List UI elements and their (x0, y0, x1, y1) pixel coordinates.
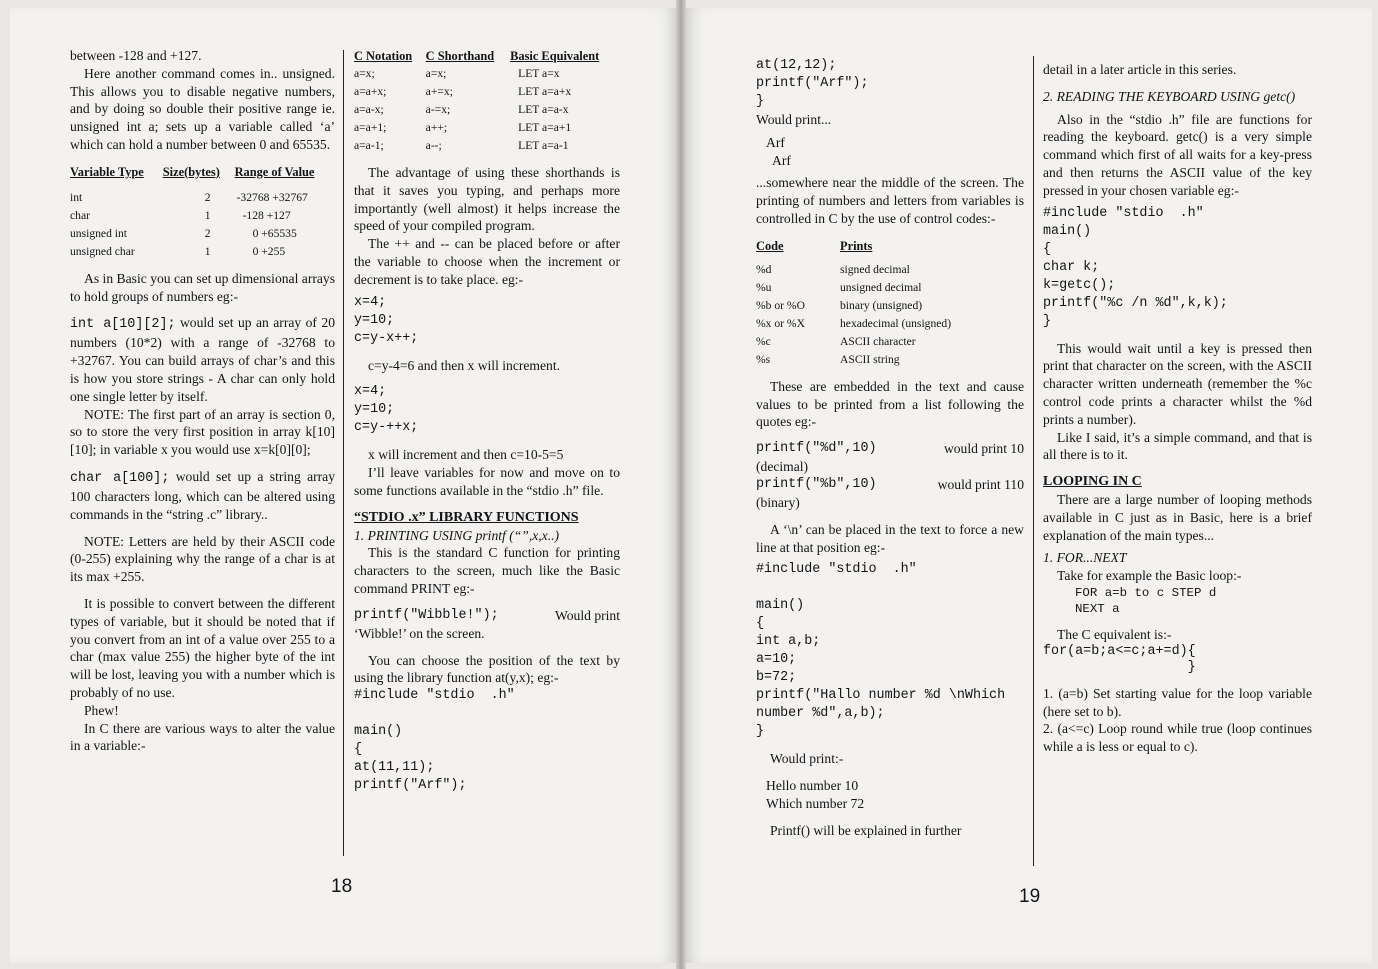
paragraph: Printf() will be explained in further (770, 822, 962, 838)
table-row (70, 207, 335, 225)
paragraph: Here another command comes in.. unsigned. This allows you to disable negative numbers, and by doing so double their positive range ie. unsigned int a; sets up a variable called ‘a’ which can hold a number between 0 and 65535. (70, 65, 335, 152)
paragraph: Like I said, it’s a simple command, and that is all there is to it. (1043, 429, 1312, 463)
book-gutter (676, 0, 686, 969)
paragraph: These are embedded in the text and cause values to be printed from a list following the quotes eg:- (756, 378, 1024, 430)
paragraph: (binary) (756, 494, 800, 510)
table-row (354, 65, 620, 83)
code-snippet: printf("%b",10) (756, 476, 877, 492)
paragraph: A ‘\n’ can be placed in the text to force a new line at that position eg:- (756, 521, 1024, 555)
table-cell: a-=x; (425, 103, 451, 116)
inline-text: would print 110 (937, 476, 1024, 492)
paragraph: (decimal) (756, 459, 809, 475)
control-codes-table (756, 237, 951, 369)
table-row (70, 243, 335, 261)
table-header: C Shorthand (425, 49, 495, 63)
inline-text: would set up a string array 100 characters long, which can be altered using commands in the “string .c” library.. (70, 468, 335, 522)
table-cell: a=x; (425, 67, 447, 80)
paragraph: Also in the “stdio .h” file are functions for reading the keyboard. getc() is a very simple command which first of all waits for a key-press and then returns the ASCII value of the key pressed in your chosen variable eg:- (1043, 111, 1312, 198)
section-heading: LOOPING IN C (1043, 474, 1142, 490)
paragraph: I’ll leave variables for now and move on to some functions available in the “stdio .h” file. (354, 465, 620, 498)
output-text: Arf Arf (766, 134, 791, 168)
paragraph: between -128 and +127. (70, 48, 202, 63)
code-block: #include "stdio .h" main() { char k; k=getc(); printf("%c /n %d",k,k); } (1043, 205, 1228, 329)
paragraph: It is possible to convert between the different types of variable, but it should be noted that if you convert from an int of a value over 255 to a char (max value 255) the higher byte of the int will be lost, leaving you with a number which is probably of no use. (70, 595, 335, 700)
table-header: C Notation (354, 49, 413, 63)
right-column-1 (756, 57, 1024, 840)
table-cell: %b or %O (756, 298, 805, 312)
paragraph (70, 314, 335, 405)
table-cell: 2 (204, 190, 211, 204)
right-column-2 (1043, 61, 1312, 756)
list-item: 1. (a=b) Set starting value for the loop variable (here set to b). (1043, 685, 1312, 719)
paragraph: In C there are various ways to alter the value in a variable:- (70, 720, 335, 754)
code-snippet: char a[100]; (70, 470, 170, 486)
table-header: Variable Type (70, 164, 144, 179)
page-number: 19 (1019, 886, 1041, 907)
table-cell: 1 (204, 208, 211, 222)
table-header: Basic Equivalent (510, 49, 600, 63)
table-cell: -128 +127 (242, 208, 291, 222)
table-cell: 2 (204, 226, 211, 240)
table-row (756, 333, 951, 351)
table-cell: LET a=a-x (518, 103, 569, 116)
table-row (756, 297, 951, 315)
table-cell: signed decimal (840, 262, 910, 276)
table-row (756, 261, 951, 279)
code-block: for(a=b;a<=c;a+=d){ } (1043, 643, 1196, 675)
table-cell: int (70, 190, 83, 204)
paragraph: Would print... (756, 112, 832, 127)
table-cell: LET a=a+1 (518, 121, 572, 134)
paragraph: ...somewhere near the middle of the screen. The printing of numbers and letters from variables is controlled in C by the use of control codes:- (756, 175, 1024, 226)
paragraph: x will increment and then c=10-5=5 (368, 447, 564, 463)
table-row (354, 119, 620, 137)
code-snippet: int a[10][2]; (70, 317, 176, 333)
table-cell: a--; (425, 139, 442, 152)
table-header: Size(bytes) (162, 164, 220, 179)
table-header: Prints (840, 238, 873, 253)
paragraph: ‘Wibble!’ on the screen. (354, 625, 485, 641)
table-row (70, 225, 335, 243)
table-cell: a++; (425, 121, 448, 134)
code-snippet: printf("Wibble!"); (354, 607, 499, 623)
table-cell: %c (756, 334, 771, 348)
table-cell: LET a=a-1 (518, 139, 569, 152)
code-block: #include "stdio .h" main() { int a,b; a=10; b=72; printf("Hallo number %d \nWhich number %d",a,b); } (756, 562, 1006, 740)
table-cell: a=a-x; (354, 103, 384, 116)
table-cell: char (70, 208, 90, 222)
shorthand-table (354, 47, 620, 155)
table-cell: a=x; (354, 67, 375, 80)
paragraph: As in Basic you can set up dimensional arrays to hold groups of numbers eg:- (70, 270, 335, 304)
table-cell: 1 (204, 244, 211, 258)
table-cell: 0 +255 (252, 244, 286, 258)
table-row (354, 137, 620, 155)
table-cell: %x or %X (756, 316, 805, 330)
table-header: Code (756, 238, 784, 253)
paragraph (70, 468, 335, 524)
table-cell: unsigned int (70, 226, 128, 240)
page-number: 18 (331, 876, 353, 897)
variable-type-table (70, 163, 335, 261)
table-row (354, 101, 620, 119)
column-divider (343, 50, 344, 856)
table-cell: hexadecimal (unsigned) (840, 316, 952, 330)
paragraph (756, 440, 1024, 458)
table-row (756, 351, 951, 369)
paragraph: detail in a later article in this series. (1043, 62, 1237, 77)
paragraph: NOTE: The first part of an array is section 0, so to store the very first position in array k[10][10]; in variable x you would use x=k[0][0]; (70, 406, 335, 458)
table-header: Range of Value (234, 164, 315, 179)
left-column-1 (70, 47, 335, 755)
table-cell: a=a+1; (354, 121, 387, 134)
code-block: x=4; y=10; c=y-++x; (354, 384, 419, 436)
code-block: x=4; y=10; c=y-x++; (354, 294, 419, 346)
paragraph (354, 607, 620, 625)
table-cell: 0 +65535 (252, 226, 297, 240)
code-block: #include "stdio .h" main() { at(11,11); printf("Arf"); (354, 688, 515, 794)
table-row (756, 315, 951, 333)
output-text: Hello number 10 Which number 72 (766, 778, 865, 811)
list-item: 2. (a<=c) Loop round while true (loop continues while a is less or equal to c). (1043, 721, 1312, 755)
code-block: at(12,12); printf("Arf"); } (756, 58, 869, 109)
table-cell: a+=x; (425, 85, 453, 98)
table-row (756, 279, 951, 297)
inline-text: Would print (555, 607, 620, 623)
paragraph: There are a large number of looping methods available in C just as in Basic, here is a brief explanation of the main types... (1043, 491, 1312, 543)
code-snippet: printf("%d",10) (756, 441, 877, 457)
table-cell: a=a-1; (354, 139, 384, 152)
left-column-2 (354, 47, 620, 795)
subheading: 1. FOR...NEXT (1043, 550, 1127, 566)
code-block: FOR a=b to c STEP d NEXT a (1075, 585, 1217, 616)
table-cell: LET a=x (518, 67, 560, 80)
paragraph: The ++ and -- can be placed before or after the variable to choose when the increment or decrement is to take place. eg:- (354, 236, 620, 287)
table-cell: binary (unsigned) (840, 298, 923, 312)
paragraph: NOTE: Letters are held by their ASCII code (0-255) explaining why the range of a char is at its max +255. (70, 533, 335, 585)
paragraph: This is the standard C function for printing characters to the screen, much like the Basic command PRINT eg:- (354, 545, 620, 596)
table-cell: unsigned char (70, 244, 135, 258)
table-cell: -32768 +32767 (236, 190, 308, 204)
column-divider (1033, 56, 1034, 866)
paragraph (756, 476, 1024, 494)
subheading: 1. PRINTING USING printf (“”,x,x..) (354, 527, 560, 543)
table-cell: %u (756, 280, 772, 294)
inline-text: would set up an array of 20 numbers (10*2) with a range of -32768 to +32767. You can build arrays of char’s and this is how you store strings - A char can only hold one single letter by itself. (70, 315, 335, 404)
table-cell: LET a=a+x (518, 85, 572, 98)
paragraph: This would wait until a key is pressed then print that character on the screen, with the ASCII character written underneath (remember the %c control code prints a character whilst the %d prints a number). (1043, 340, 1312, 427)
table-row (354, 83, 620, 101)
paragraph: You can choose the position of the text by using the library function at(y,x); eg:- (354, 652, 620, 686)
table-cell: unsigned decimal (840, 280, 922, 294)
inline-text: would print 10 (943, 441, 1024, 457)
paragraph: c=y-4=6 and then x will increment. (368, 357, 560, 373)
subheading: 2. READING THE KEYBOARD USING getc() (1043, 88, 1296, 104)
paragraph: Phew! (84, 702, 119, 718)
table-cell: ASCII character (840, 334, 916, 348)
table-cell: a=a+x; (354, 85, 387, 98)
table-cell: %d (756, 262, 772, 276)
paragraph: Would print:- (770, 751, 844, 767)
paragraph: Take for example the Basic loop:- (1057, 568, 1242, 584)
paragraph: The advantage of using these shorthands is that it saves you typing, and perhaps more importantly (well almost) it helps increase the speed of your compiled program. (354, 165, 620, 234)
paragraph: The C equivalent is:- (1057, 626, 1172, 642)
table-row (70, 189, 335, 207)
section-heading: “STDIO .x” LIBRARY FUNCTIONS (354, 509, 579, 525)
table-cell: %s (756, 352, 771, 366)
table-cell: ASCII string (840, 352, 900, 366)
